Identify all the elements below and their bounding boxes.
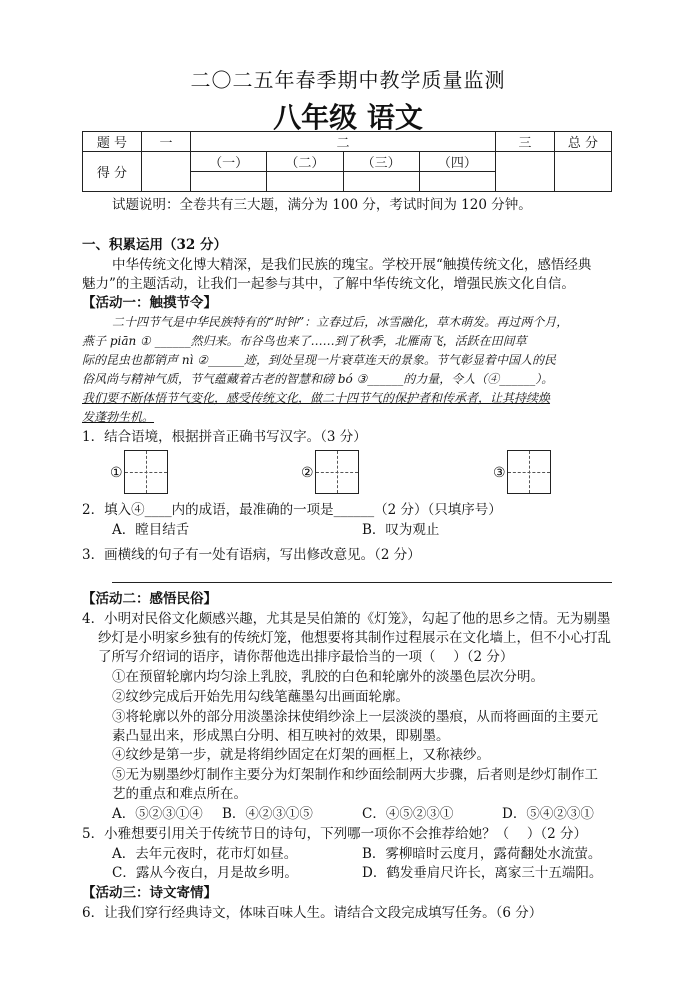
question-5: 5．小雅想要引用关于传统节日的诗句，下列哪一项你不会推荐给她？（ ）（2 分） xyxy=(82,826,588,842)
score-header-label: 题 号 xyxy=(83,132,142,152)
score-cell-total xyxy=(555,152,612,192)
q5-option-d: D．鹤发垂肩尺许长，离家三十五端阳。 xyxy=(362,865,603,881)
score-cell-sub4 xyxy=(419,172,495,192)
passage-line-2: 燕子 piān ① ______然归来。布谷鸟也来了……到了秋季，北雁南飞，活跃在田间草 xyxy=(82,334,527,348)
q4-line-2: 纱灯是小明家乡独有的传统灯笼，他想要将其制作过程展示在文化墙上，但不小心打乱 xyxy=(98,630,611,646)
sub-section-4: （四） xyxy=(419,152,495,172)
q5-option-b: B．雾柳暗时云度月，露荷翻处水流萤。 xyxy=(362,846,602,862)
underlined-sentence-line-2: 发蓬勃生机。 xyxy=(82,410,155,424)
writing-box-3[interactable] xyxy=(507,450,551,494)
sub-section-2: （二） xyxy=(267,152,343,172)
activity3-title: 【活动三：诗文寄情】 xyxy=(82,885,217,901)
passage-line-1: 二十四节气是中华民族特有的“时钟”：立春过后，冰雪融化，草木萌发。再过两个月， xyxy=(112,315,569,329)
q4-option-b: B．④②③①⑤ xyxy=(222,806,313,822)
score-header-total: 总 分 xyxy=(555,132,612,152)
score-cell-section3 xyxy=(496,152,555,192)
instructions: 试题说明：全卷共有三大题，满分为 100 分，考试时间为 120 分钟。 xyxy=(112,197,532,213)
subject-title: 八年级 语文 xyxy=(273,101,423,134)
box-label-1: ① xyxy=(110,465,123,481)
q5-option-c: C．露从今夜白，月是故乡明。 xyxy=(112,865,298,881)
writing-box-1[interactable] xyxy=(124,450,168,494)
q4-line-3: 了所写介绍词的语序，请你帮他选出排序最恰当的一项（ ）（2 分） xyxy=(98,649,514,665)
box-label-2: ② xyxy=(301,465,314,481)
q5-option-a: A．去年元夜时，花市灯如昼。 xyxy=(112,846,298,862)
intro-line-1: 中华传统文化博大精深，是我们民族的瑰宝。学校开展“触摸传统文化，感悟经典 xyxy=(112,257,592,273)
score-cell-sub3 xyxy=(343,172,419,192)
writing-box-2[interactable] xyxy=(315,450,359,494)
underlined-sentence-line-1: 我们要不断体悟节气变化，感受传统文化，做二十四节气的保护者和传承者，让其持续焕 xyxy=(82,391,551,405)
activity1-title: 【活动一：触摸节令】 xyxy=(82,295,217,311)
passage-line-4: 俗风尚与精神气质，节气蕴藏着古老的智慧和磅 bó ③______的力量，令人（④______）。 xyxy=(82,372,554,386)
q4-line-1: 4．小明对民俗文化颇感兴趣，尤其是吴伯箫的《灯笼》，勾起了他的思乡之情。无为剔墨 xyxy=(82,611,611,627)
exam-title: 二〇二五年春季期中教学质量监测 xyxy=(190,68,506,92)
question-6: 6．让我们穿行经典诗文，体味百味人生。请结合文段完成填写任务。（6 分） xyxy=(82,905,543,921)
activity2-title: 【活动二：感悟民俗】 xyxy=(82,591,217,607)
score-header-section3: 三 xyxy=(496,132,555,152)
q4-item-5a: ⑤无为剔墨纱灯制作主要分为灯架制作和纱面绘制两大步骤，后者则是纱灯制作工 xyxy=(112,767,598,783)
box-label-3: ③ xyxy=(493,465,506,481)
intro-line-2: 魅力”的主题活动，让我们一起参与其中，了解中华传统文化，增强民族文化自信。 xyxy=(82,276,575,292)
question-1: 1．结合语境，根据拼音正确书写汉字。（3 分） xyxy=(82,429,367,445)
question-3: 3．画横线的句子有一处有语病，写出修改意见。（2 分） xyxy=(82,547,421,563)
q4-item-3a: ③将轮廓以外的部分用淡墨涂抹使绢纱涂上一层淡淡的墨痕，从而将画面的主要元 xyxy=(112,709,598,725)
q2-option-a: A．瞠目结舌 xyxy=(112,522,190,538)
score-cell-sub1 xyxy=(191,172,267,192)
score-table xyxy=(82,131,612,192)
q4-item-4: ④纹纱是第一步，就是将绢纱固定在灯架的画框上，又称裱纱。 xyxy=(112,747,490,763)
q2-option-b: B．叹为观止 xyxy=(362,522,440,538)
score-row-label: 得 分 xyxy=(83,152,142,192)
answer-line[interactable] xyxy=(112,582,612,583)
q4-option-a: A．⑤②③①④ xyxy=(112,806,203,822)
q4-option-d: D．⑤④②③① xyxy=(502,806,594,822)
q4-item-3b: 素凸显出来，形成黑白分明、相互映衬的效果，即剔墨。 xyxy=(112,728,450,744)
passage-line-3: 际的昆虫也都销声 nì ②______迹，到处呈现一片衰草连天的景象。节气彰显着中国人的民 xyxy=(82,353,556,367)
q4-option-c: C．④⑤②③① xyxy=(362,806,454,822)
q4-item-2: ②纹纱完成后开始先用勾线笔蘸墨勾出画面轮廓。 xyxy=(112,689,409,705)
q4-item-1: ①在预留轮廓内均匀涂上乳胶，乳胶的白色和轮廓外的淡墨色层次分明。 xyxy=(112,669,544,685)
question-2: 2．填入④____内的成语，最准确的一项是______（2 分）（只填序号） xyxy=(82,502,502,518)
sub-section-1: （一） xyxy=(191,152,267,172)
score-cell-section1 xyxy=(142,152,191,192)
sub-section-3: （三） xyxy=(343,152,419,172)
score-header-section1: 一 xyxy=(142,132,191,152)
q4-item-5b: 艺的重点和难点所在。 xyxy=(112,786,247,802)
score-cell-sub2 xyxy=(267,172,343,192)
score-header-section2: 二 xyxy=(191,132,496,152)
section1-title: 一、积累运用（32 分） xyxy=(82,237,227,253)
